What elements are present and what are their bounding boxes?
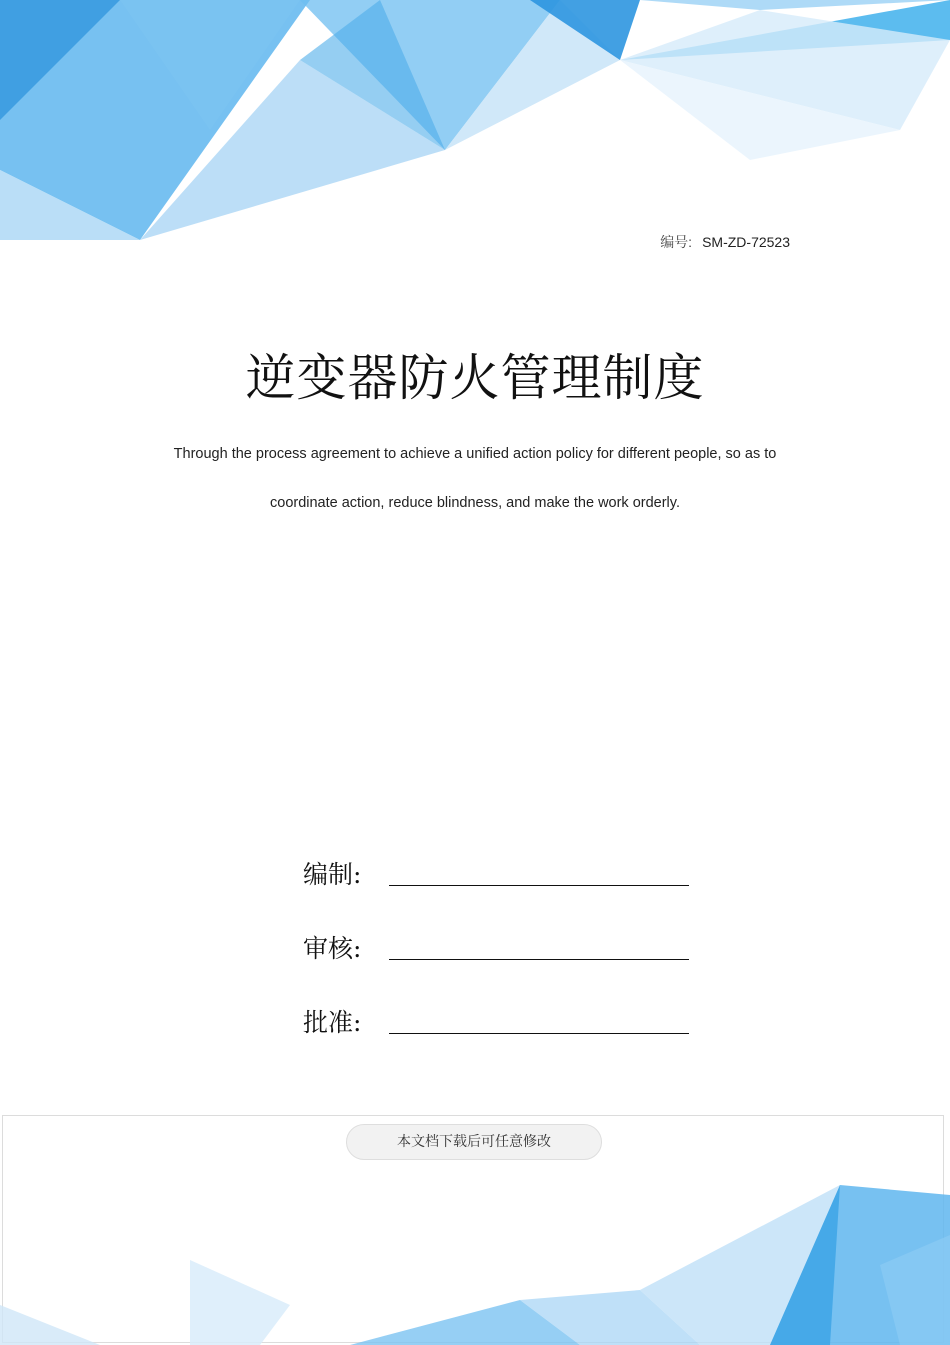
signature-label-approved: 批准:	[303, 1008, 362, 1037]
signature-line-compiled	[389, 885, 689, 886]
subtitle-line-2: coordinate action, reduce blindness, and make the work orderly.	[270, 495, 680, 511]
document-number	[600, 232, 790, 252]
signature-row-compiled	[303, 855, 703, 895]
signature-row-approved	[303, 1003, 703, 1043]
signature-line-reviewed	[389, 959, 689, 960]
top-decorative-banner	[0, 0, 950, 250]
footer-note: 本文档下载后可任意修改	[346, 1124, 602, 1160]
signature-label-reviewed: 审核:	[303, 934, 362, 963]
signature-row-reviewed	[303, 929, 703, 969]
document-title: 逆变器防火管理制度	[245, 349, 705, 407]
signature-line-approved	[389, 1033, 689, 1034]
signature-label-compiled: 编制:	[303, 860, 362, 889]
subtitle-line-1: Through the process agreement to achieve a unified action policy for different people, so as to	[173, 446, 777, 462]
document-number-label: 编号:	[660, 234, 693, 250]
document-number-value: SM-ZD-72523	[702, 234, 790, 250]
